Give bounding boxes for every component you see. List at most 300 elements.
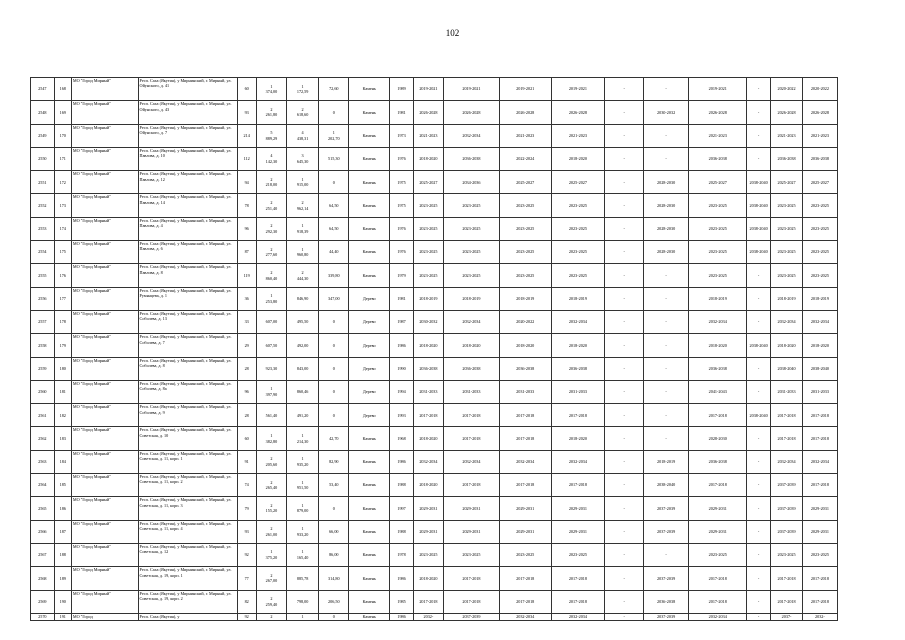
period-cell: 2031-2033 — [413, 380, 443, 403]
nonresidential-area-cell — [319, 380, 349, 403]
address-cell: Респ. Саха (Якутия), у Мирнинский, г. Мирный, ул. Советская, д. 19, корп. 1 — [138, 567, 237, 590]
row-index-cell: 2547 — [31, 78, 55, 101]
period-cell: 2037-2039 — [644, 520, 689, 543]
period-cell: 2023-2025 — [499, 543, 551, 566]
municipality-cell: МО "Город Мирный" — [71, 380, 138, 403]
value-area: 935,20 — [296, 461, 309, 467]
value-area: 375,20 — [265, 555, 278, 561]
municipality-cell: МО "Город Мирный" — [71, 590, 138, 613]
area-cell — [256, 404, 286, 427]
nonresidential-area-cell — [319, 450, 349, 473]
period-cell: - — [747, 520, 771, 543]
area-cell — [256, 427, 286, 450]
table-row — [31, 334, 870, 357]
nonresidential-area-cell — [319, 101, 349, 124]
build-year-cell: 1986 — [390, 567, 414, 590]
value-area: 44,40 — [329, 249, 339, 255]
residents-cell: 112 — [237, 147, 256, 170]
period-cell: - — [605, 334, 644, 357]
period-cell: 2032-2034 — [499, 613, 551, 620]
period-cell: 2021-2023 — [413, 124, 443, 147]
wall-material-cell: Камень — [349, 78, 390, 101]
value-area: 292,30 — [265, 228, 278, 234]
build-year-cell: 1981 — [390, 287, 414, 310]
period-cell: 2023-2025 — [803, 543, 837, 566]
period-cell: - — [605, 474, 644, 497]
period-cell: 2028-2030 — [689, 427, 747, 450]
value-area: 253,80 — [265, 298, 278, 304]
period-cell: - — [605, 264, 644, 287]
period-cell: - — [747, 357, 771, 380]
municipality-cell: МО "Город Мирный" — [71, 101, 138, 124]
value-count: 1 — [270, 293, 273, 299]
period-cell: 2018-2020 — [803, 334, 837, 357]
area-cell — [256, 124, 286, 147]
build-year-cell: 1986 — [390, 334, 414, 357]
row-index-cell: 2569 — [31, 590, 55, 613]
period-cell: 2021-2023 — [803, 124, 837, 147]
period-cell: 2019-2021 — [499, 78, 551, 101]
build-year-cell: 1986 — [390, 613, 414, 620]
page-number: 102 — [445, 28, 460, 38]
residents-cell: 92 — [237, 613, 256, 620]
value-count: 2 — [270, 246, 273, 252]
period-cell: 2023-2025 — [499, 194, 551, 217]
period-cell: - — [747, 78, 771, 101]
period-cell: 2036-2038 — [689, 147, 747, 170]
period-cell: 2018-2019 — [443, 287, 499, 310]
period-cell: 2023-2025 — [551, 217, 605, 240]
period-cell: - — [747, 427, 771, 450]
municipality-cell: МО "Город Мирный" — [71, 334, 138, 357]
residents-cell: 119 — [237, 264, 256, 287]
period-cell: 2023-2025 — [803, 241, 837, 264]
municipality-cell: МО "Город Мирный" — [71, 543, 138, 566]
nonresidential-area-cell — [319, 497, 349, 520]
value-area: 0 — [332, 109, 335, 115]
period-cell: 2020-2022 — [803, 78, 837, 101]
municipality-cell: МО "Город Мирный" — [71, 357, 138, 380]
row-number-cell: 178 — [54, 310, 71, 333]
row-index-cell: 2554 — [31, 241, 55, 264]
wall-material-cell: Камень — [349, 567, 390, 590]
period-cell: - — [747, 450, 771, 473]
address-cell: Респ. Саха (Якутия), у Мирнинский, г. Мирный, ул. Советская, д. 10 — [138, 427, 237, 450]
address-cell: Респ. Саха (Якутия), у Мирнинский, г. Мирный, ул. Соболева, д. 8а — [138, 380, 237, 403]
table-row — [31, 380, 870, 403]
period-cell: 2017-2018 — [443, 474, 499, 497]
value-count: 2 — [270, 596, 273, 602]
period-cell: 2023-2025 — [551, 194, 605, 217]
period-cell: 2026-2028 — [413, 101, 443, 124]
table-row — [31, 497, 870, 520]
value-area: 618,60 — [296, 112, 309, 118]
nonresidential-area-cell — [319, 567, 349, 590]
address-cell: Респ. Саха (Якутия), у Мирнинский, г. Мирный, ул. Румянцева, д. 1 — [138, 287, 237, 310]
period-cell: 2017-2018 — [499, 567, 551, 590]
period-cell: 2038-2040 — [747, 217, 771, 240]
value-area: 0 — [332, 319, 335, 325]
value-area: 53,40 — [329, 482, 339, 488]
period-cell: - — [605, 171, 644, 194]
period-cell: 2023-2025 — [413, 241, 443, 264]
build-year-cell: 1987 — [390, 310, 414, 333]
period-cell: 2018-2020 — [770, 334, 802, 357]
period-cell: 2032-2034 — [551, 450, 605, 473]
area-cell — [256, 147, 286, 170]
period-cell: - — [747, 101, 771, 124]
value-area: 515,30 — [328, 156, 340, 162]
area-cell — [256, 241, 286, 264]
value-area: 933,20 — [296, 531, 309, 537]
living-area-cell — [286, 613, 318, 620]
municipality-cell: МО "Город Мирный" — [71, 124, 138, 147]
value-count: 2 — [270, 613, 273, 619]
address-cell: Респ. Саха (Якутия), у Мирнинский, г. Мирный, ул. Ойунского, д. 7 — [138, 124, 237, 147]
period-cell: 2023-2025 — [770, 217, 802, 240]
row-index-cell: 2561 — [31, 404, 55, 427]
period-cell: 2025-2027 — [689, 171, 747, 194]
row-index-cell: 2566 — [31, 520, 55, 543]
value-area: 889,29 — [265, 135, 278, 141]
period-cell: 2017-2018 — [551, 404, 605, 427]
period-cell: 2017-2018 — [770, 404, 802, 427]
nonresidential-area-cell — [319, 241, 349, 264]
build-year-cell: 1988 — [390, 474, 414, 497]
row-index-cell: 2560 — [31, 380, 55, 403]
period-cell: - — [605, 520, 644, 543]
value-area: 492,00 — [296, 342, 309, 348]
row-number-cell: 173 — [54, 194, 71, 217]
period-cell: 2023-2025 — [443, 217, 499, 240]
value-area: 915,00 — [296, 182, 309, 188]
period-cell: 2020-2022 — [770, 78, 802, 101]
address-cell: Респ. Саха (Якутия), у Мирнинский, г. Мирный, ул. Советская, д. 11, корп. 2 — [138, 474, 237, 497]
area-cell — [256, 78, 286, 101]
wall-material-cell: Камень — [349, 520, 390, 543]
wall-material-cell: Камень — [349, 124, 390, 147]
period-cell: 2031-2033 — [770, 380, 802, 403]
period-cell: 2023-2025 — [413, 264, 443, 287]
period-cell: - — [605, 217, 644, 240]
build-year-cell: 1989 — [390, 78, 414, 101]
period-cell: 2029-2031 — [413, 520, 443, 543]
table-row — [31, 147, 870, 170]
period-cell: 2028-2030 — [644, 217, 689, 240]
build-year-cell: 1976 — [390, 147, 414, 170]
value-area: 165,40 — [296, 555, 309, 561]
row-number-cell: 186 — [54, 497, 71, 520]
period-cell: 2034-2036 — [443, 171, 499, 194]
period-cell: - — [605, 450, 644, 473]
period-cell: 2032-2034 — [689, 613, 747, 620]
period-cell: 2032-2034 — [689, 310, 747, 333]
period-cell: 2021-2023 — [551, 124, 605, 147]
address-cell: Респ. Саха (Якутия), у Мирнинский, г. Мирный, ул. Соболева, д. 13 — [138, 310, 237, 333]
period-cell: - — [644, 357, 689, 380]
residents-cell: 214 — [237, 124, 256, 147]
period-cell: - — [747, 543, 771, 566]
living-area-cell — [286, 194, 318, 217]
period-cell: - — [747, 310, 771, 333]
period-cell: - — [644, 287, 689, 310]
value-count: 1 — [332, 130, 335, 136]
value-count: 1 — [301, 549, 304, 555]
residents-cell: 74 — [237, 474, 256, 497]
value-count: 1 — [301, 223, 304, 229]
period-cell: - — [605, 101, 644, 124]
address-cell: Респ. Саха (Якутия), у Мирнинский, г. Мирный, ул. Соболева, д. 7 — [138, 334, 237, 357]
period-cell: - — [605, 404, 644, 427]
period-cell: 2036-2038 — [413, 357, 443, 380]
period-cell: 2023-2025 — [689, 264, 747, 287]
address-cell: Респ. Саха (Якутия), у — [138, 613, 237, 620]
period-cell: 2018-2020 — [551, 427, 605, 450]
build-year-cell: 1975 — [390, 171, 414, 194]
period-cell: 2018-2019 — [499, 287, 551, 310]
period-cell: 2018-2020 — [413, 427, 443, 450]
period-cell: 2023-2025 — [443, 264, 499, 287]
table-row — [31, 241, 870, 264]
living-area-cell — [286, 241, 318, 264]
living-area-cell — [286, 287, 318, 310]
area-cell — [256, 450, 286, 473]
period-cell: - — [605, 497, 644, 520]
municipality-cell: МО "Город Мирный" — [71, 450, 138, 473]
address-cell: Респ. Саха (Якутия), у Мирнинский, г. Мирный, ул. Советская, д. 11, корп. 3 — [138, 497, 237, 520]
municipality-cell: МО "Город Мирный" — [71, 404, 138, 427]
nonresidential-area-cell — [319, 520, 349, 543]
period-cell: 2023-2025 — [443, 543, 499, 566]
address-cell: Респ. Саха (Якутия), у Мирнинский, г. Мирный, ул. Ойунского, д. 43 — [138, 101, 237, 124]
value-area: 261,00 — [265, 531, 278, 537]
period-cell: 2038-2040 — [803, 357, 837, 380]
table-row — [31, 287, 870, 310]
value-area: 438,31 — [296, 135, 309, 141]
period-cell: 2032-2034 — [551, 310, 605, 333]
period-cell: - — [644, 404, 689, 427]
period-cell: 2036-2038 — [551, 357, 605, 380]
living-area-cell — [286, 357, 318, 380]
period-cell: - — [747, 264, 771, 287]
living-area-cell — [286, 78, 318, 101]
period-cell: 2026-2028 — [689, 101, 747, 124]
table-row — [31, 590, 870, 613]
period-cell: 2023-2025 — [499, 241, 551, 264]
address-cell: Респ. Саха (Якутия), у Мирнинский, г. Мирный, ул. Павлова, д. 4 — [138, 217, 237, 240]
value-area: 798,00 — [296, 598, 309, 604]
row-index-cell: 2563 — [31, 450, 55, 473]
living-area-cell — [286, 427, 318, 450]
residents-cell: 28 — [237, 404, 256, 427]
wall-material-cell: Камень — [349, 101, 390, 124]
period-cell: 2023-2025 — [499, 217, 551, 240]
period-cell: 2017-2018 — [689, 404, 747, 427]
municipality-cell: МО "Город Мирный" — [71, 474, 138, 497]
living-area-cell — [286, 520, 318, 543]
period-cell: - — [605, 567, 644, 590]
period-cell: - — [605, 124, 644, 147]
address-cell: Респ. Саха (Якутия), у Мирнинский, г. Мирный, ул. Советская, д. 12 — [138, 543, 237, 566]
period-cell: 2018-2020 — [413, 567, 443, 590]
area-cell — [256, 520, 286, 543]
row-number-cell: 176 — [54, 264, 71, 287]
build-year-cell: 1990 — [390, 357, 414, 380]
row-number-cell: 187 — [54, 520, 71, 543]
value-count: 4 — [301, 130, 304, 136]
value-area: 374,00 — [265, 89, 278, 95]
build-year-cell: 1988 — [390, 520, 414, 543]
period-cell: 2018-2020 — [443, 334, 499, 357]
value-count: 1 — [301, 502, 304, 508]
value-area: 843,00 — [296, 365, 309, 371]
value-area: 64,50 — [329, 226, 339, 232]
build-year-cell: 1968 — [390, 427, 414, 450]
period-cell: 2029-2031 — [413, 497, 443, 520]
row-index-cell: 2549 — [31, 124, 55, 147]
value-area: 923,30 — [265, 365, 278, 371]
wall-material-cell: Камень — [349, 264, 390, 287]
value-area: 960,80 — [296, 252, 309, 258]
value-area: 218,00 — [265, 182, 278, 188]
period-cell: 2018-2020 — [551, 147, 605, 170]
row-number-cell: 181 — [54, 380, 71, 403]
value-area: 885,78 — [296, 575, 309, 581]
period-cell: 2017-2018 — [499, 474, 551, 497]
period-cell: 2017-2018 — [803, 567, 837, 590]
period-cell: 2021-2023 — [689, 124, 747, 147]
build-year-cell: 1973 — [390, 124, 414, 147]
value-area: 607,00 — [265, 319, 278, 325]
build-year-cell: 1986 — [390, 450, 414, 473]
period-cell: 2017-2018 — [803, 427, 837, 450]
period-cell: 2017-2018 — [689, 474, 747, 497]
municipality-cell: МО "Город Мирный" — [71, 264, 138, 287]
row-number-cell: 175 — [54, 241, 71, 264]
period-cell: - — [747, 590, 771, 613]
value-count: 2 — [270, 456, 273, 462]
living-area-cell — [286, 147, 318, 170]
wall-material-cell: Дерево — [349, 357, 390, 380]
residents-cell: 29 — [237, 334, 256, 357]
period-cell: 2017-2018 — [499, 590, 551, 613]
period-cell: 2017-2018 — [770, 567, 802, 590]
table-row — [31, 613, 870, 620]
period-cell: 2025-2027 — [499, 171, 551, 194]
nonresidential-area-cell — [319, 147, 349, 170]
period-cell: 2023-2025 — [689, 543, 747, 566]
value-count: 1 — [270, 433, 273, 438]
living-area-cell — [286, 474, 318, 497]
area-cell — [256, 171, 286, 194]
value-area: 561,40 — [265, 412, 278, 418]
value-area: 607,50 — [265, 342, 278, 348]
period-cell: 2032-2034 — [443, 450, 499, 473]
value-count: 2 — [270, 200, 273, 206]
address-cell: Респ. Саха (Якутия), у Мирнинский, г. Мирный, ул. Павлова, д. 10 — [138, 147, 237, 170]
period-cell: 2036-2038 — [443, 357, 499, 380]
period-cell: 2017-2018 — [770, 427, 802, 450]
row-number-cell: 170 — [54, 124, 71, 147]
period-cell: 2023-2025 — [499, 264, 551, 287]
municipality-cell: МО "Город Мирный" — [71, 567, 138, 590]
living-area-cell — [286, 450, 318, 473]
wall-material-cell: Дерево — [349, 380, 390, 403]
municipality-cell: МО "Город Мирный" — [71, 520, 138, 543]
period-cell: 2038-2040 — [770, 357, 802, 380]
period-cell: 2032-2034 — [803, 310, 837, 333]
value-area: 0 — [332, 613, 335, 619]
period-cell: 2025-2027 — [803, 171, 837, 194]
row-number-cell: 169 — [54, 101, 71, 124]
value-area: 495,50 — [296, 319, 309, 325]
value-area: 259,40 — [265, 601, 278, 607]
living-area-cell — [286, 124, 318, 147]
wall-material-cell: Камень — [349, 194, 390, 217]
value-area: 277,60 — [265, 252, 278, 258]
period-cell: 2038-2040 — [747, 334, 771, 357]
period-cell: 2023-2025 — [551, 241, 605, 264]
living-area-cell — [286, 590, 318, 613]
period-cell: 2028-2030 — [644, 241, 689, 264]
value-count: 1 — [301, 526, 304, 532]
period-cell: 2023-2025 — [803, 217, 837, 240]
period-cell: 2029-2031 — [499, 520, 551, 543]
municipality-cell: МО "Город Мирный" — [71, 171, 138, 194]
row-index-cell: 2558 — [31, 334, 55, 357]
value-area: 86,00 — [329, 552, 339, 558]
table-row — [31, 124, 870, 147]
period-cell: - — [605, 427, 644, 450]
wall-material-cell: Камень — [349, 590, 390, 613]
value-count: 3 — [301, 153, 304, 159]
area-cell — [256, 543, 286, 566]
period-cell: 2023-2025 — [803, 264, 837, 287]
period-cell: 2017-2018 — [551, 590, 605, 613]
period-cell: 2032-2034 — [499, 450, 551, 473]
row-index-cell: 2552 — [31, 194, 55, 217]
period-cell: 2018-2020 — [551, 334, 605, 357]
period-cell: - — [605, 287, 644, 310]
nonresidential-area-cell — [319, 194, 349, 217]
value-area: 951,50 — [296, 485, 309, 491]
period-cell: - — [605, 147, 644, 170]
row-index-cell: 2551 — [31, 171, 55, 194]
residents-cell: 60 — [237, 78, 256, 101]
wall-material-cell: Камень — [349, 543, 390, 566]
wall-material-cell: Камень — [349, 427, 390, 450]
value-area: 444,30 — [296, 275, 309, 281]
row-index-cell: 2570 — [31, 613, 55, 620]
living-area-cell — [286, 310, 318, 333]
nonresidential-area-cell — [319, 404, 349, 427]
row-index-cell: 2557 — [31, 310, 55, 333]
period-cell: 2019-2021 — [413, 78, 443, 101]
period-cell: 2037-2039 — [443, 613, 499, 620]
municipality-cell: МО "Город Мирный" — [71, 497, 138, 520]
value-area: 202,70 — [328, 135, 340, 141]
period-cell: 2036-2038 — [499, 357, 551, 380]
period-cell: 2038-2040 — [644, 474, 689, 497]
area-cell — [256, 334, 286, 357]
period-cell: 2017-2018 — [551, 474, 605, 497]
value-count: 1 — [301, 83, 304, 89]
row-number-cell: 191 — [54, 613, 71, 620]
table-row — [31, 357, 870, 380]
living-area-cell — [286, 264, 318, 287]
wall-material-cell: Дерево — [349, 404, 390, 427]
row-index-cell: 2564 — [31, 474, 55, 497]
